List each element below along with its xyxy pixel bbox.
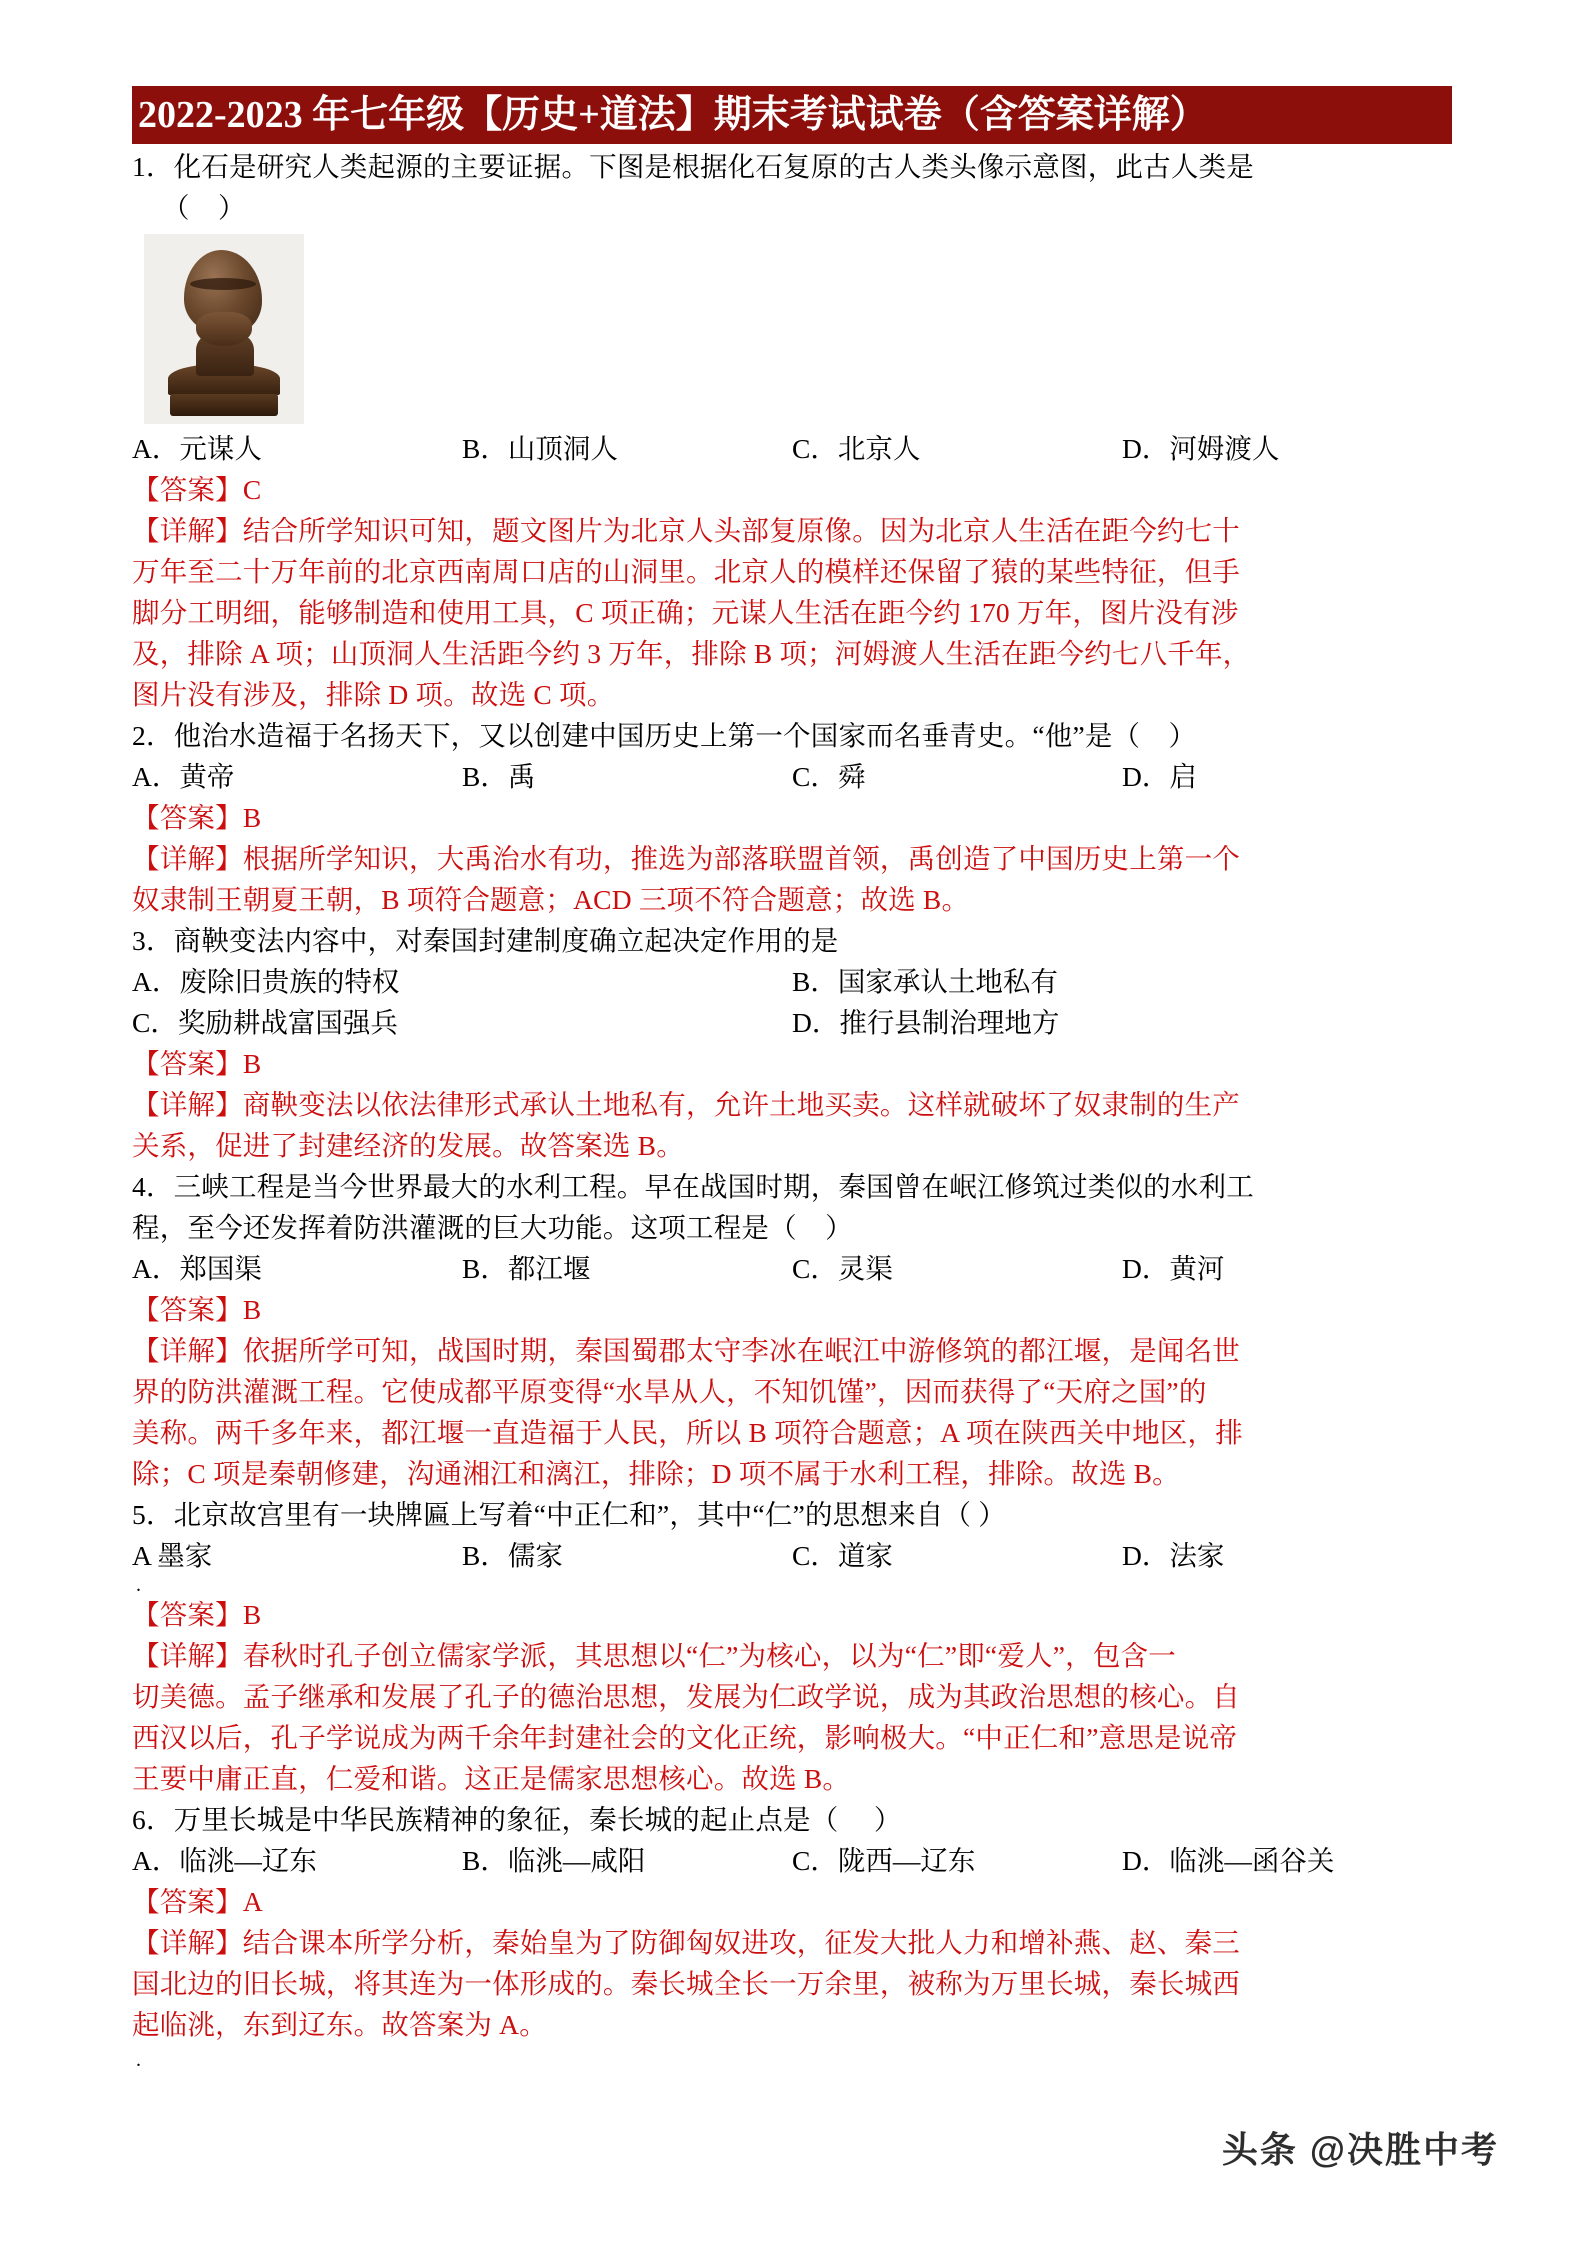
bust-base-shape (170, 394, 278, 416)
answer-line (132, 797, 1452, 838)
question-stem-line: 程，至今还发挥着防洪灌溉的巨大功能。这项工程是（ ） (132, 1212, 853, 1243)
option-c[interactable]: C．北京人 (792, 433, 921, 464)
explanation-line: 【详解】根据所学知识，大禹治水有功，推选为部落联盟首领，禹创造了中国历史上第一个 (132, 843, 1240, 874)
explanation-line: 及，排除 A 项；山顶洞人生活距今约 3 万年，排除 B 项；河姆渡人生活在距今约七八千年， (132, 638, 1251, 669)
answer-line (132, 1881, 1452, 1922)
option-a[interactable]: A．郑国渠 (132, 1253, 262, 1284)
trailing-dot-artifact: . (136, 2049, 141, 2071)
explanation-line: 起临洮，东到辽东。故答案为 A。 (132, 2009, 547, 2040)
answer-value: B (242, 1048, 262, 1079)
options-row (132, 1535, 1452, 1576)
explanation-line: 界的防洪灌溉工程。它使成都平原变得“水旱从人，不知饥馑”，因而获得了“天府之国”的 (132, 1376, 1207, 1407)
explanation-line: 切美德。孟子继承和发展了孔子的德治思想，发展为仁政学说，成为其政治思想的核心。自 (132, 1681, 1240, 1712)
explanation-line: 国北边的旧长城，将其连为一体形成的。秦长城全长一万余里，被称为万里长城，秦长城西 (132, 1968, 1240, 1999)
explanation-line: 美称。两千多年来，都江堰一直造福于人民，所以 B 项符合题意；A 项在陕西关中地区，排 (132, 1417, 1243, 1448)
option-b[interactable]: B．儒家 (462, 1540, 563, 1571)
answer-label: 【答案】 (132, 802, 243, 833)
answer-value: A (242, 1886, 263, 1917)
explanation-line: 【详解】结合课本所学分析，秦始皇为了防御匈奴进攻，征发大批人力和增补燕、赵、秦三 (132, 1927, 1240, 1958)
explanation-line: 【详解】结合所学知识可知，题文图片为北京人头部复原像。因为北京人生活在距今约七十 (132, 515, 1240, 546)
option-d[interactable]: D．推行县制治理地方 (792, 1007, 1060, 1038)
option-c[interactable]: C．舜 (792, 761, 866, 792)
options-row (132, 961, 1452, 1002)
explanation-line: 脚分工明细，能够制造和使用工具，C 项正确；元谋人生活在距今约 170 万年，图片没有涉 (132, 597, 1239, 628)
question-stem-line: 1．化石是研究人类起源的主要证据。下图是根据化石复原的古人类头像示意图，此古人类是 (132, 151, 1254, 182)
explanation-line: 王要中庸正直，仁爱和谐。这正是儒家思想核心。故选 B。 (132, 1763, 851, 1794)
answer-label: 【答案】 (132, 1048, 243, 1079)
answer-value: B (242, 1294, 262, 1325)
question-block-1 (132, 146, 1452, 715)
page-content (132, 86, 1452, 2069)
explanation-line: 除；C 项是秦朝修建，沟通湘江和漓江，排除；D 项不属于水利工程，排除。故选 B。 (132, 1458, 1180, 1489)
option-b[interactable]: B．山顶洞人 (462, 433, 618, 464)
question-block-6 (132, 1799, 1452, 2045)
option-d[interactable]: D．临洮—函谷关 (1122, 1845, 1335, 1876)
answer-value: B (242, 802, 262, 833)
options-row (132, 1002, 1452, 1043)
options-row (132, 756, 1452, 797)
answer-value: B (242, 1599, 262, 1630)
bust-brow-shape (190, 278, 256, 290)
question-block-3 (132, 920, 1452, 1166)
answer-line (132, 1594, 1452, 1635)
option-a[interactable]: A 墨家 (132, 1540, 213, 1571)
option-b[interactable]: B．禹 (462, 761, 536, 792)
answer-label: 【答案】 (132, 1599, 243, 1630)
question-stem-line: 3．商鞅变法内容中，对秦国封建制度确立起决定作用的是 (132, 925, 839, 956)
option-d[interactable]: D．黄河 (1122, 1253, 1225, 1284)
explanation-line: 【详解】依据所学可知，战国时期，秦国蜀郡太守李冰在岷江中游修筑的都江堰，是闻名世 (132, 1335, 1240, 1366)
option-b[interactable]: B．临洮—咸阳 (462, 1845, 646, 1876)
answer-label: 【答案】 (132, 474, 243, 505)
option-d[interactable]: D．启 (1122, 761, 1197, 792)
explanation-line: 关系，促进了封建经济的发展。故答案选 B。 (132, 1130, 684, 1161)
option-c[interactable]: C．道家 (792, 1540, 893, 1571)
option-b[interactable]: B．国家承认土地私有 (792, 966, 1058, 997)
answer-value: C (242, 474, 262, 505)
answer-line (132, 1289, 1452, 1330)
option-a[interactable]: A．黄帝 (132, 761, 235, 792)
question-stem-line: （ ） (162, 192, 246, 223)
explanation-line: 【详解】春秋时孔子创立儒家学派，其思想以“仁”为核心，以为“仁”即“爱人”，包含一 (132, 1640, 1176, 1671)
explanation-line: 图片没有涉及，排除 D 项。故选 C 项。 (132, 679, 615, 710)
question-stem-line: 5．北京故宫里有一块牌匾上写着“中正仁和”，其中“仁”的思想来自（ ） (132, 1499, 1006, 1530)
option-c[interactable]: C．奖励耕战富国强兵 (132, 1007, 398, 1038)
answer-label: 【答案】 (132, 1886, 243, 1917)
question-stem-line: 4．三峡工程是当今世界最大的水利工程。早在战国时期，秦国曾在岷江修筑过类似的水利工 (132, 1171, 1254, 1202)
question-block-2 (132, 715, 1452, 920)
explanation-line: 万年至二十万年前的北京西南周口店的山洞里。北京人的模样还保留了猿的某些特征，但手 (132, 556, 1240, 587)
question-stem-line: 2．他治水造福于名扬天下，又以创建中国历史上第一个国家而名垂青史。“他”是（ ） (132, 720, 1197, 751)
option-b[interactable]: B．都江堰 (462, 1253, 591, 1284)
question-stem-line: 6．万里长城是中华民族精神的象征，秦长城的起止点是（ ） (132, 1804, 902, 1835)
answer-line (132, 1043, 1452, 1084)
explanation-line: 【详解】商鞅变法以依法律形式承认土地私有，允许土地买卖。这样就破坏了奴隶制的生产 (132, 1089, 1240, 1120)
option-a[interactable]: A．废除旧贵族的特权 (132, 966, 400, 997)
option-c[interactable]: C．灵渠 (792, 1253, 893, 1284)
bust-jaw-shape (196, 312, 252, 346)
page-title: 2022-2023 年七年级【历史+道法】期末考试试卷（含答案详解） (132, 86, 1452, 144)
question-block-4 (132, 1166, 1452, 1494)
answer-label: 【答案】 (132, 1294, 243, 1325)
watermark: 头条 @决胜中考 (1221, 2129, 1499, 2170)
fossil-bust-image (144, 234, 304, 424)
explanation-line: 西汉以后，孔子学说成为两千余年封建社会的文化正统，影响极大。“中正仁和”意思是说帝 (132, 1722, 1238, 1753)
options-row (132, 428, 1452, 469)
explanation-line: 奴隶制王朝夏王朝，B 项符合题意；ACD 三项不符合题意；故选 B。 (132, 884, 970, 915)
options-row (132, 1248, 1452, 1289)
option-a[interactable]: A．临洮—辽东 (132, 1845, 317, 1876)
option-a[interactable]: A．元谋人 (132, 433, 262, 464)
options-row (132, 1840, 1452, 1881)
option-d[interactable]: D．法家 (1122, 1540, 1225, 1571)
question-block-5 (132, 1494, 1452, 1799)
answer-line (132, 469, 1452, 510)
option-c[interactable]: C．陇西—辽东 (792, 1845, 976, 1876)
option-d[interactable]: D．河姆渡人 (1122, 433, 1280, 464)
stray-dot-artifact: . (136, 1574, 141, 1596)
